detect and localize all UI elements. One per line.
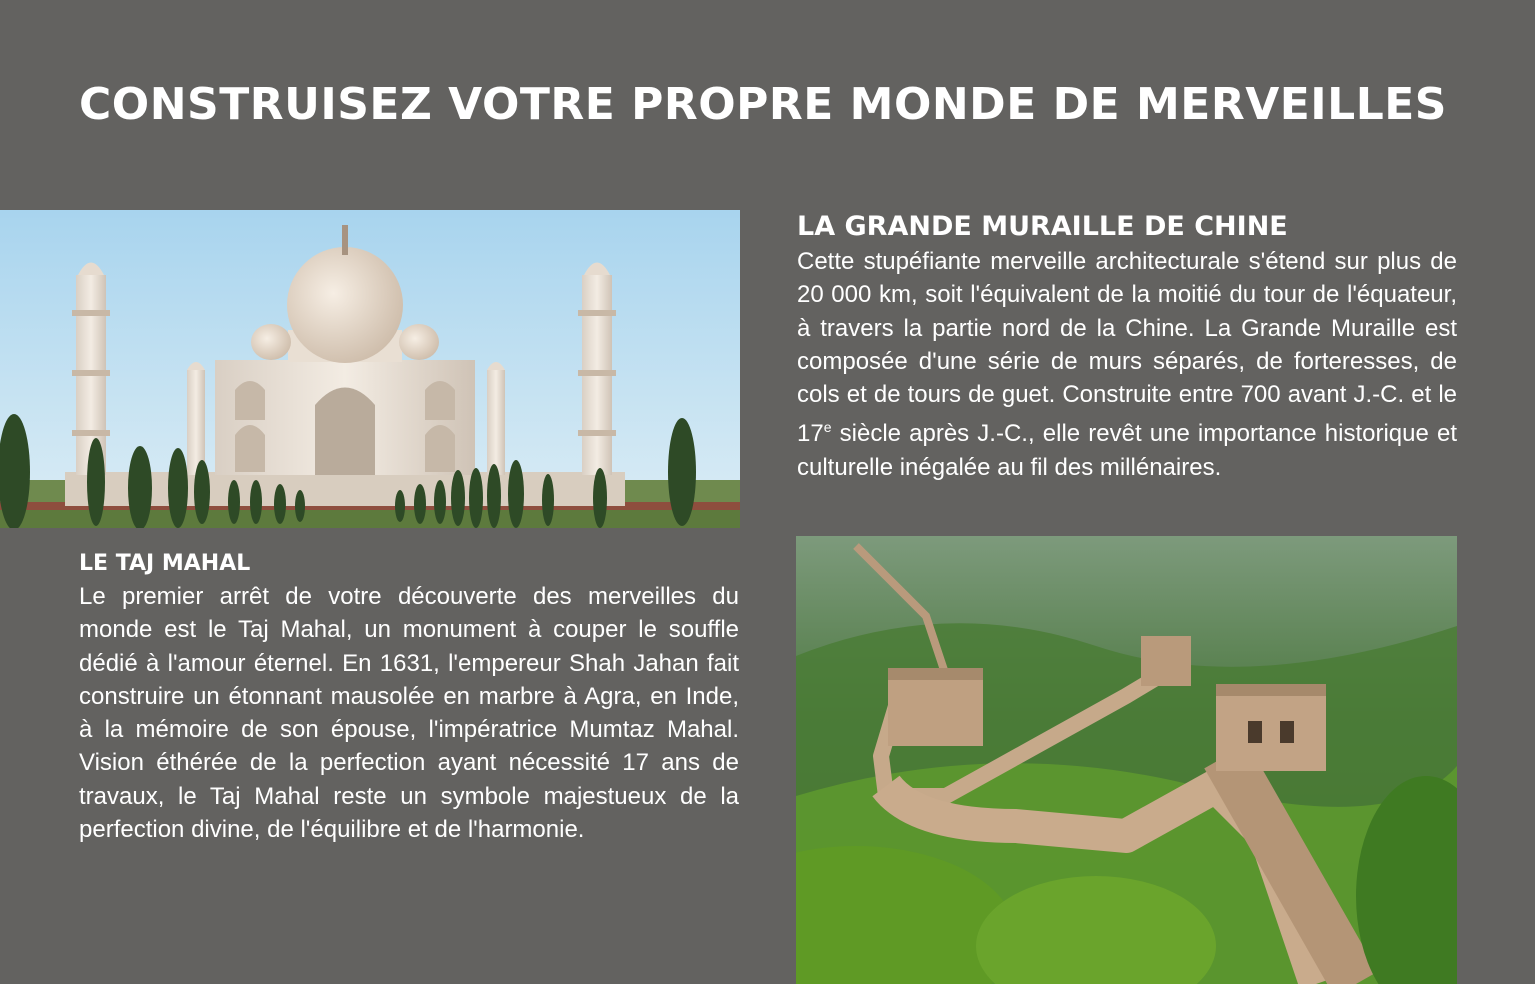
taj-mahal-photo: [0, 210, 740, 528]
great-wall-text-part1: Cette stupéfiante merveille architecturale s'étend sur plus de 20 000 km, soit l'équivalent de la moitié du tour de l'équateur, à travers la partie nord de la Chine. La Grande Muraille est composée d'une série de murs séparés, de forteresses, de cols et de tours de guet. Construite entre 700 avant J.-C. et le 17: [797, 248, 1457, 448]
taj-mahal-heading: LE TAJ MAHAL: [79, 551, 251, 576]
page-title: CONSTRUISEZ VOTRE PROPRE MONDE DE MERVEILLES: [79, 79, 1447, 130]
great-wall-description: [797, 245, 1457, 484]
great-wall-text-part2: siècle après J.-C., elle revêt une importance historique et culturelle inégalée au fil des millénaires.: [797, 420, 1457, 481]
great-wall-heading: LA GRANDE MURAILLE DE CHINE: [797, 211, 1288, 242]
great-wall-photo: [796, 536, 1457, 984]
taj-mahal-description: Le premier arrêt de votre découverte des merveilles du monde est le Taj Mahal, un monument à couper le souffle dédié à l'amour éternel. En 1631, l'empereur Shah Jahan fait construire un étonnant mausolée en marbre à Agra, en Inde, à la mémoire de son épouse, l'impératrice Mumtaz Mahal. Vision éthérée de la perfection ayant nécessité 17 ans de travaux, le Taj Mahal reste un symbole majestueux de la perfection divine, de l'équilibre et de l'harmonie.: [79, 583, 739, 844]
ordinal-superscript: e: [823, 419, 832, 436]
